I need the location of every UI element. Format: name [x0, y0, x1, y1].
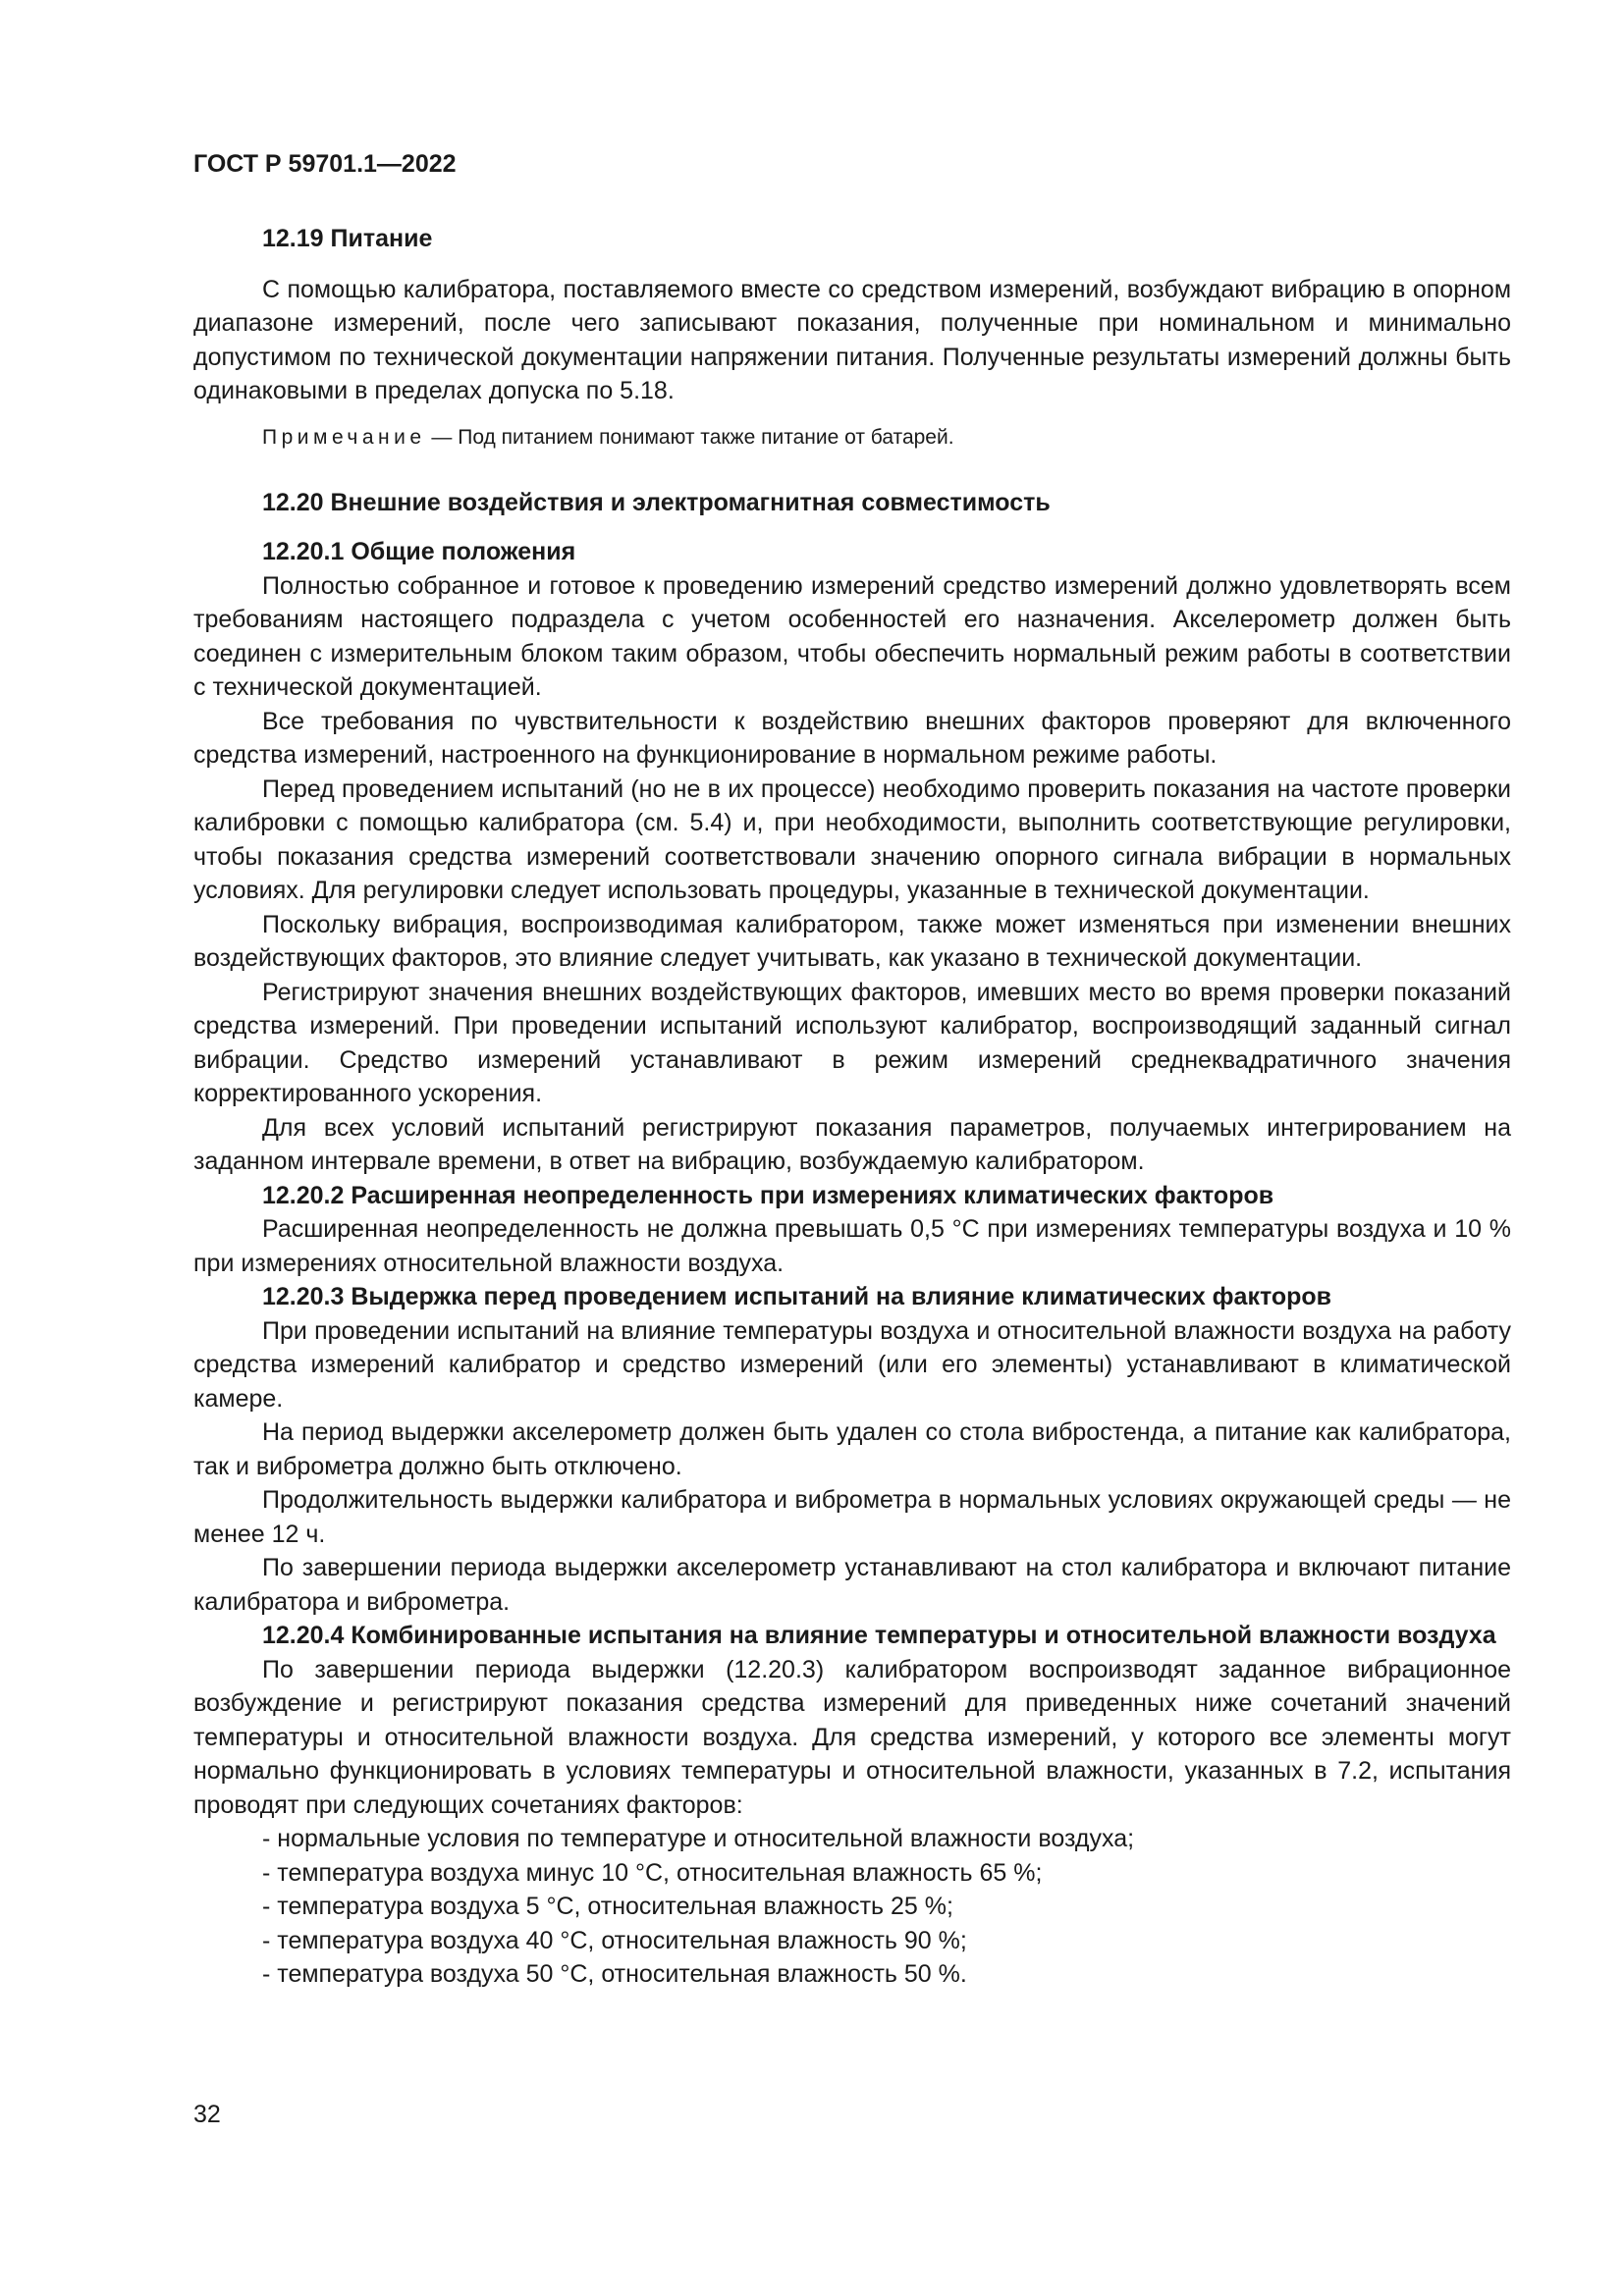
paragraph: Расширенная неопределенность не должна превышать 0,5 °С при измерениях температуры воздуха и 10 % при измерениях относительной влажности воздуха. [193, 1215, 1511, 1277]
list-item: - температура воздуха 5 °С, относительная влажность 25 %; [262, 1893, 953, 1920]
paragraph: Перед проведением испытаний (но не в их процессе) необходимо проверить показания на частоте проверки калибровки с помощью калибратора (см. 5.4) и, при необходимости, выполнить соответствующие регулировки, чтобы показания средства измерений соответствовали значению опорного сигнала вибрации в нормальных условиях. Для регулировки следует использовать процедуры, указанные в технической документации. [193, 774, 1511, 904]
subsection-heading-12-20-2: 12.20.2 Расширенная неопределенность при измерениях климатических факторов [262, 1181, 1274, 1209]
note [193, 422, 1511, 454]
subsection-heading-12-20-4: 12.20.4 Комбинированные испытания на влияние температуры и относительной влажности воздуха [262, 1622, 1496, 1649]
paragraph: Регистрируют значения внешних воздействующих факторов, имевших место во время проверки показаний средства измерений. При проведении испытаний используют калибратор, воспроизводящий заданный сигнал вибрации. Средство измерений устанавливают в режим измерений среднеквадратичного значения корректированного ускорения. [193, 978, 1511, 1107]
document-code: ГОСТ Р 59701.1—2022 [193, 150, 457, 178]
list-item: - температура воздуха 40 °С, относительная влажность 90 %; [262, 1926, 967, 1954]
paragraph: Все требования по чувствительности к воздействию внешних факторов проверяют для включенного средства измерений, настроенного на функционирование в нормальном режиме работы. [193, 707, 1511, 769]
section-heading-12-19: 12.19 Питание [262, 225, 433, 252]
paragraph: Продолжительность выдержки калибратора и виброметра в нормальных условиях окружающей среды — не менее 12 ч. [193, 1486, 1511, 1548]
list-item: - нормальные условия по температуре и относительной влажности воздуха; [262, 1825, 1135, 1852]
paragraph: По завершении периода выдержки акселерометр устанавливают на стол калибратора и включают питание калибратора и виброметра. [193, 1554, 1511, 1616]
paragraph: С помощью калибратора, поставляемого вместе со средством измерений, возбуждают вибрацию в опорном диапазоне измерений, после чего записывают показания, полученные при номинальном и минимально допустимом по технической документации напряжении питания. Полученные результаты измерений должны быть одинаковыми в пределах допуска по 5.18. [193, 275, 1511, 404]
subsection-heading-12-20-1: 12.20.1 Общие положения [262, 538, 576, 565]
paragraph: При проведении испытаний на влияние температуры воздуха и относительной влажности воздуха на работу средства измерений калибратор и средство измерений (или его элементы) устанавливают в климатической камере. [193, 1316, 1511, 1413]
paragraph: На период выдержки акселерометр должен быть удален со стола вибростенда, а питание как калибратора, так и виброметра должно быть отключено. [193, 1418, 1511, 1480]
note-label: Примечание [262, 425, 426, 449]
page-number: 32 [193, 2101, 221, 2128]
paragraph: Полностью собранное и готовое к проведению измерений средство измерений должно удовлетворять всем требованиям настоящего подраздела с учетом особенностей его назначения. Акселерометр должен быть соединен с измерительным блоком таким образом, чтобы обеспечить нормальный режим работы в соответствии с технической документацией. [193, 571, 1511, 701]
paragraph: Для всех условий испытаний регистрируют показания параметров, получаемых интегрированием на заданном интервале времени, в ответ на вибрацию, возбуждаемую калибратором. [193, 1113, 1511, 1175]
note-text: — Под питанием понимают также питание от батарей. [425, 425, 954, 449]
page-body [193, 222, 1511, 1992]
paragraph: По завершении периода выдержки (12.20.3) калибратором воспроизводят заданное вибрационное возбуждение и регистрируют показания средства измерений для приведенных ниже сочетаний значений температуры и относительной влажности воздуха. Для средства измерений, у которого все элементы могут нормально функционировать в условиях температуры и относительной влажности, указанных в 7.2, испытания проводят при следующих сочетаниях факторов: [193, 1655, 1511, 1819]
list-item: - температура воздуха минус 10 °С, относительная влажность 65 %; [262, 1858, 1043, 1887]
list-item: - температура воздуха 50 °С, относительная влажность 50 %. [262, 1960, 967, 1988]
subsection-heading-12-20-3: 12.20.3 Выдержка перед проведением испытаний на влияние климатических факторов [262, 1283, 1332, 1310]
paragraph: Поскольку вибрация, воспроизводимая калибратором, также может изменяться при изменении внешних воздействующих факторов, это влияние следует учитывать, как указано в технической документации. [193, 910, 1511, 972]
section-heading-12-20: 12.20 Внешние воздействия и электромагнитная совместимость [262, 488, 1051, 516]
